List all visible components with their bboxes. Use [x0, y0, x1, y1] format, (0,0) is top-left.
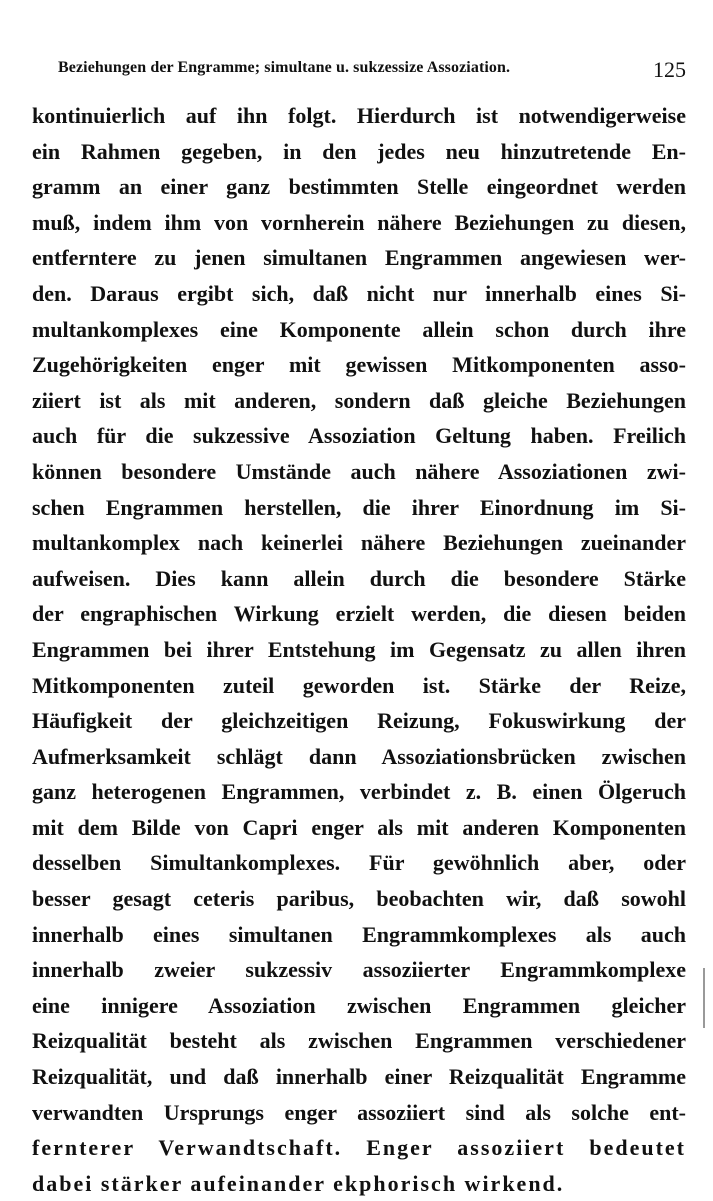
text-line: multankomplex nach keinerlei nähere Beziehungen zueinander	[32, 530, 686, 556]
text-line: verwandten Ursprungs enger assoziiert sind als solche ent-	[32, 1099, 686, 1125]
text-line: auch für die sukzessive Assoziation Geltung haben. Freilich	[32, 423, 686, 449]
text-line: Aufmerksamkeit schlägt dann Assoziationsbrücken zwischen	[32, 743, 686, 769]
text-line: können besondere Umstände auch nähere Assoziationen zwi-	[32, 458, 686, 484]
running-title: Beziehungen der Engramme; simultane u. sukzessize Assoziation.	[58, 59, 511, 76]
text-line: Zugehörigkeiten enger mit gewissen Mitkomponenten asso-	[32, 352, 686, 378]
text-line: entferntere zu jenen simultanen Engrammen angewiesen wer-	[32, 245, 686, 271]
text-line: Engrammen bei ihrer Entstehung im Gegensatz zu allen ihren	[32, 636, 686, 662]
text-line: eine innigere Assoziation zwischen Engrammen gleicher	[32, 992, 686, 1018]
text-line: Mitkomponenten zuteil geworden ist. Stärke der Reize,	[32, 672, 686, 698]
text-line: besser gesagt ceteris paribus, beobachten wir, daß sowohl	[32, 886, 686, 912]
text-line: schen Engrammen herstellen, die ihrer Einordnung im Si-	[32, 494, 686, 520]
text-line: Reizqualität besteht als zwischen Engrammen verschiedener	[32, 1028, 686, 1054]
text-line: gramm an einer ganz bestimmten Stelle eingeordnet werden	[32, 174, 686, 200]
running-head	[58, 57, 686, 87]
text-line: aufweisen. Dies kann allein durch die besondere Stärke	[32, 565, 686, 591]
text-line: den. Daraus ergibt sich, daß nicht nur innerhalb eines Si-	[32, 280, 686, 306]
text-line: desselben Simultankomplexes. Für gewöhnlich aber, oder	[32, 850, 686, 876]
text-line: fernterer Verwandtschaft. Enger assoziiert bedeutet	[32, 1135, 686, 1161]
text-line: kontinuierlich auf ihn folgt. Hierdurch ist notwendigerweise	[32, 103, 686, 128]
text-line: innerhalb zweier sukzessiv assoziierter Engrammkomplexe	[32, 957, 686, 983]
text-line: Häufigkeit der gleichzeitigen Reizung, Fokuswirkung der	[32, 708, 686, 734]
page-number: 125	[653, 57, 686, 82]
margin-mark	[703, 968, 705, 1028]
text-line: dabei stärker aufeinander ekphorisch wirkend.	[32, 1170, 565, 1196]
text-line: muß, indem ihm von vornherein nähere Beziehungen zu diesen,	[32, 209, 686, 235]
text-line: ein Rahmen gegeben, in den jedes neu hinzutretende En-	[32, 138, 686, 164]
body-text	[32, 98, 686, 1201]
text-line: ganz heterogenen Engrammen, verbindet z. B. einen Ölgeruch	[32, 779, 686, 805]
text-line: ziiert ist als mit anderen, sondern daß gleiche Beziehungen	[32, 387, 686, 413]
text-line: innerhalb eines simultanen Engrammkomplexes als auch	[32, 921, 686, 947]
text-line: der engraphischen Wirkung erzielt werden, die diesen beiden	[32, 601, 686, 627]
text-line: mit dem Bilde von Capri enger als mit anderen Komponenten	[32, 814, 686, 840]
text-line: multankomplexes eine Komponente allein schon durch ihre	[32, 316, 686, 342]
text-line: Reizqualität, und daß innerhalb einer Reizqualität Engramme	[32, 1064, 686, 1090]
